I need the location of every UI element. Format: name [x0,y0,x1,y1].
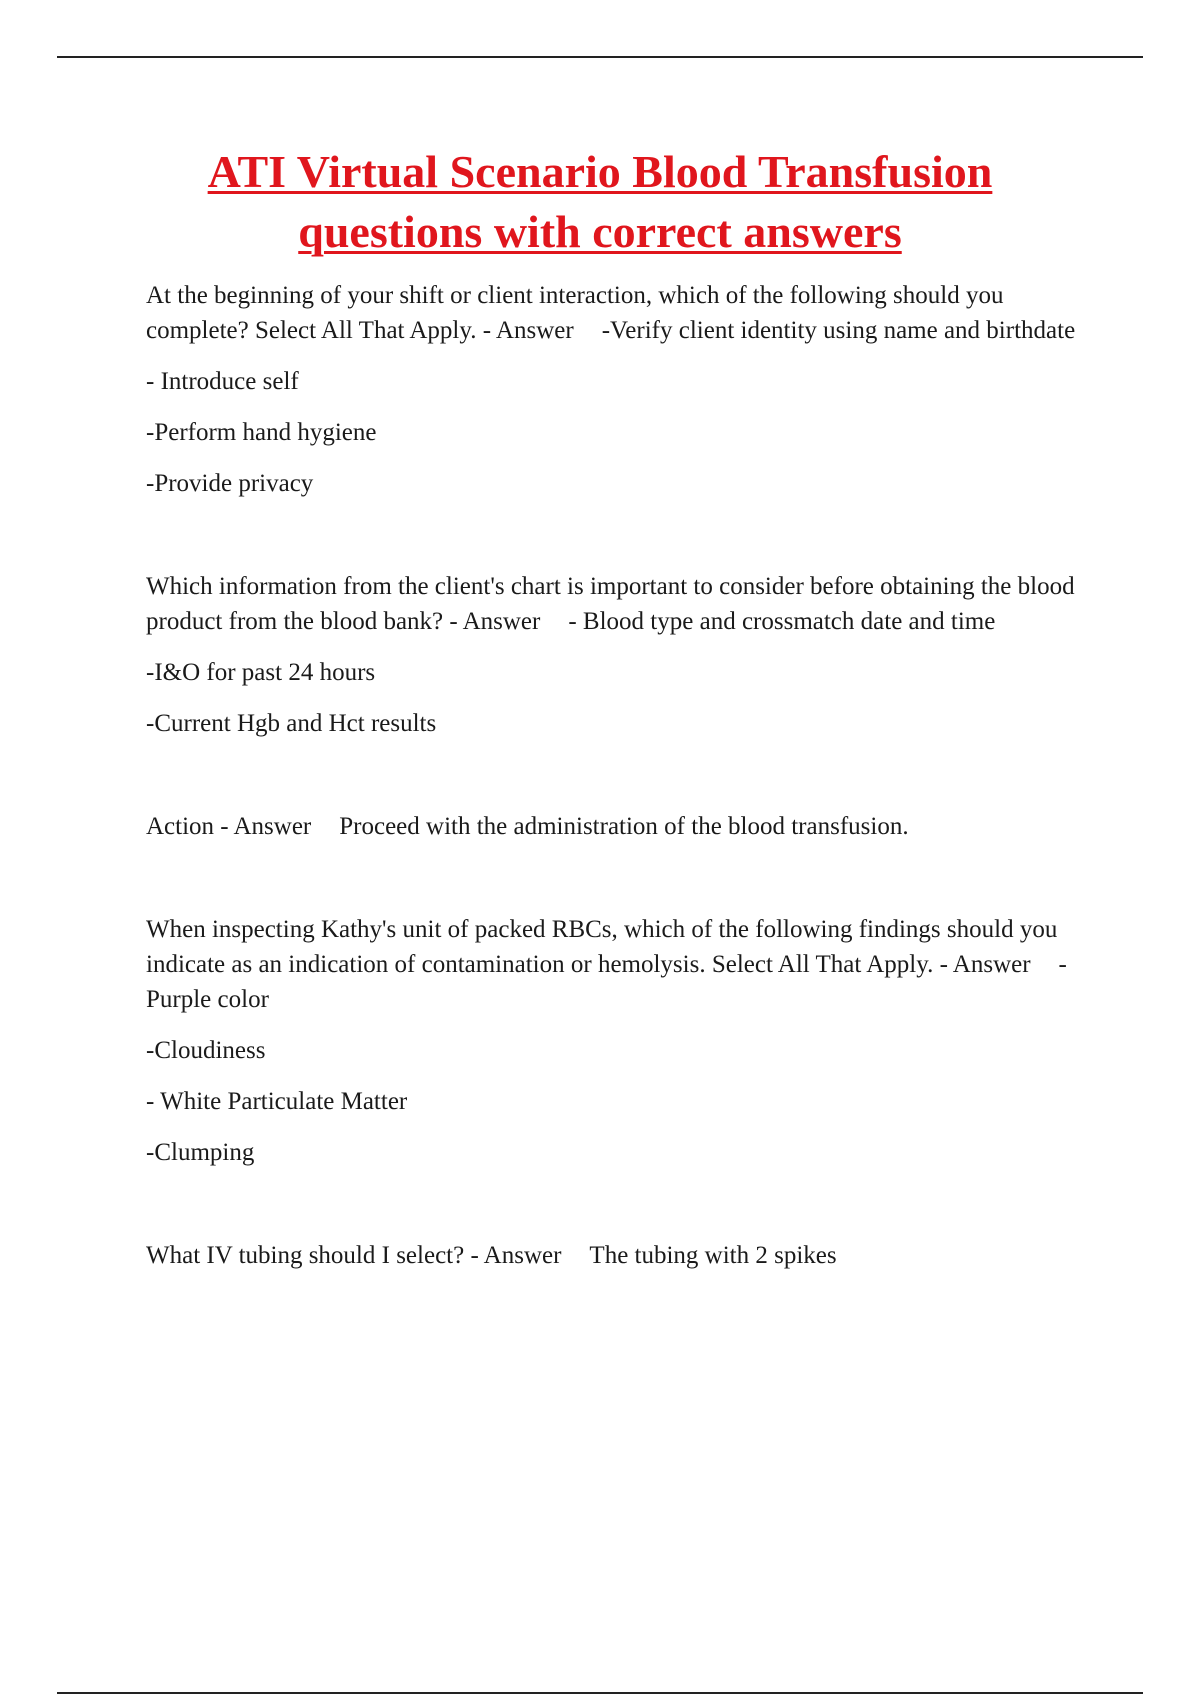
answer-text: -Purple color [146,951,1067,1013]
title-line-1: ATI Virtual Scenario Blood Transfusion [207,146,993,197]
document-body [146,278,1106,1341]
answer-item: -Current Hgb and Hct results [146,710,437,737]
question-text: Action - Answer [146,813,312,840]
qa-question-paragraph [146,278,1106,348]
answer-text: - Blood type and crossmatch date and time [568,608,996,635]
qa-item-1 [146,278,1106,501]
footer-rule [57,1692,1143,1694]
document-title [100,142,1100,262]
question-text: When inspecting Kathy's unit of packed RBCs, which of the following findings should you indicate as an indication of contamination or hemolysis. Select All That Apply. - Answer [146,916,1058,978]
answer-text: -Verify client identity using name and birthdate [601,317,1076,344]
qa-item-5 [146,1238,1106,1273]
qa-item-4 [146,912,1106,1170]
answer-text: The tubing with 2 spikes [589,1242,837,1269]
answer-item: - White Particulate Matter [146,1088,408,1115]
answer-item: -Cloudiness [146,1037,266,1064]
header-rule [57,56,1143,58]
qa-question-paragraph [146,912,1106,1017]
answer-item: - Introduce self [146,368,299,395]
qa-question-paragraph [146,809,1106,844]
answer-item: -Perform hand hygiene [146,419,377,446]
question-text: At the beginning of your shift or client interaction, which of the following should you complete? Select All That Apply. - Answer [146,282,1004,344]
answer-item: -Clumping [146,1139,255,1166]
question-text: Which information from the client's chart is important to consider before obtaining the blood product from the blood bank? - Answer [146,573,1075,635]
answer-text: Proceed with the administration of the blood transfusion. [339,813,909,840]
qa-question-paragraph [146,569,1106,639]
answer-item: -I&O for past 24 hours [146,659,376,686]
qa-item-2 [146,569,1106,741]
question-text: What IV tubing should I select? - Answer [146,1242,562,1269]
answer-item: -Provide privacy [146,470,314,497]
qa-item-3 [146,809,1106,844]
title-line-2: questions with correct answers [298,206,902,257]
qa-question-paragraph [146,1238,1106,1273]
